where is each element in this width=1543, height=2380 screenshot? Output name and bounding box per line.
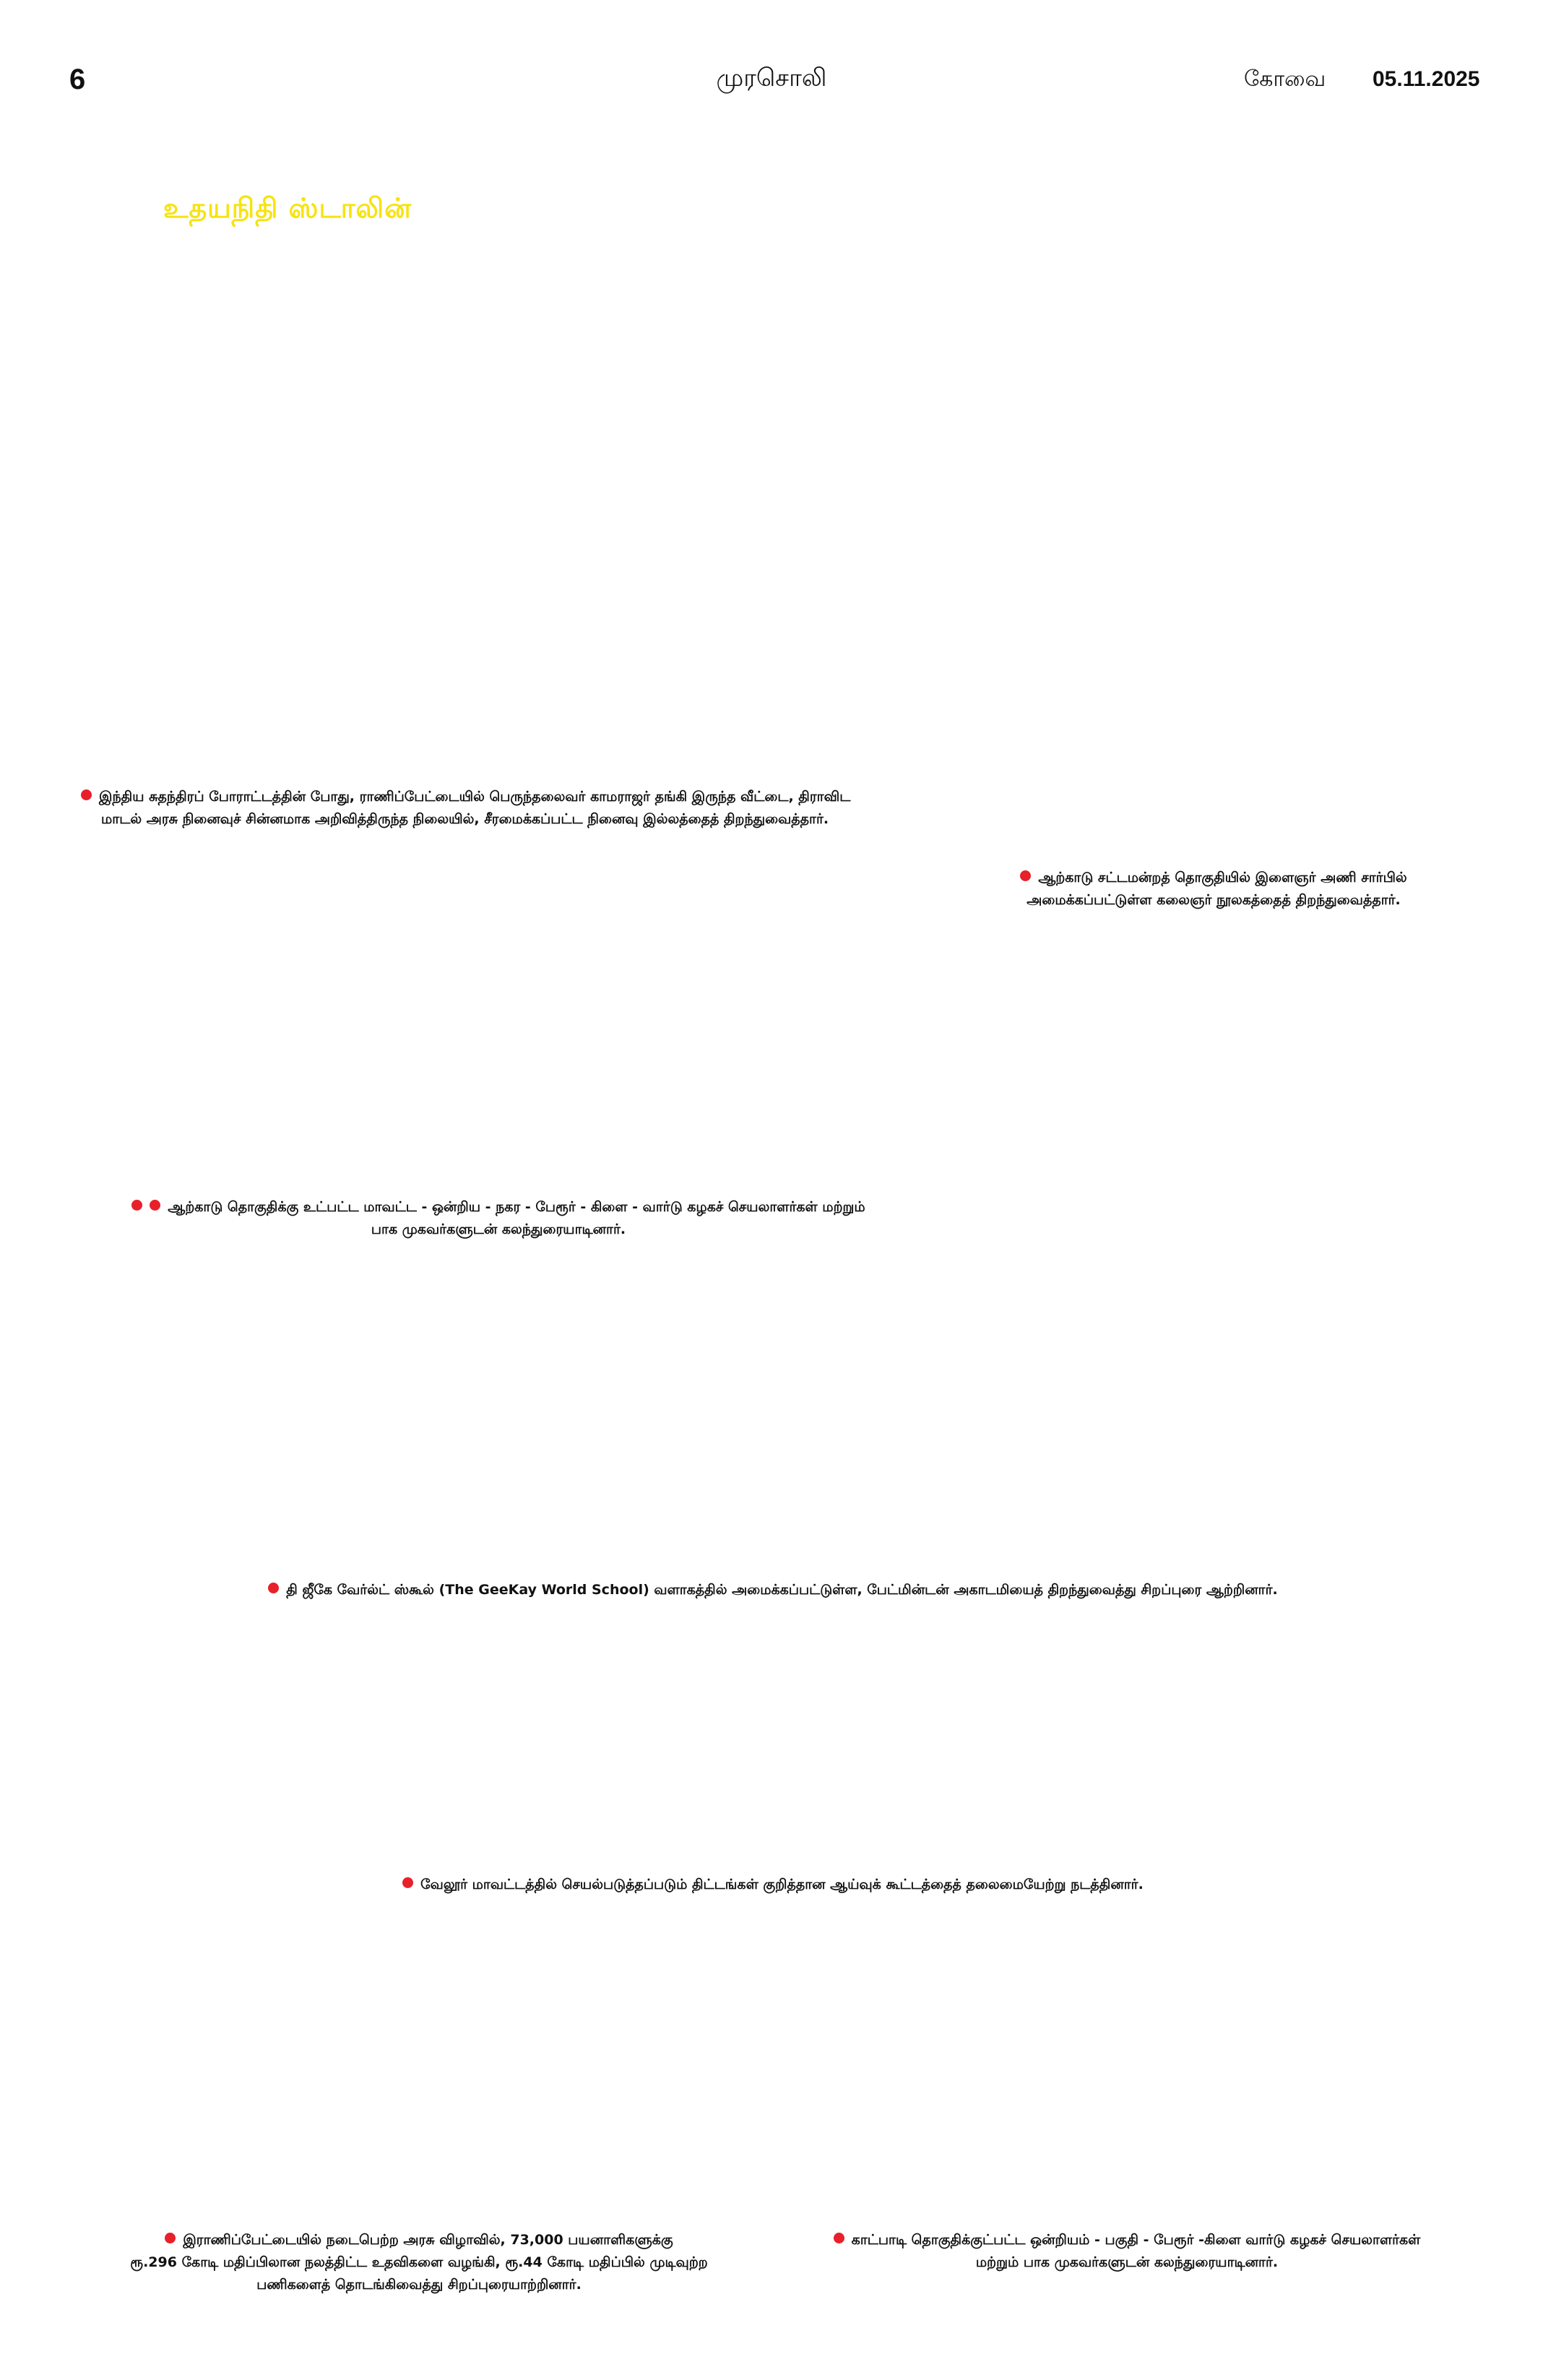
caption-line: அமைக்கப்பட்டுள்ள கலைஞர் நூலகத்தைத் திறந்துவைத்தார். bbox=[1026, 892, 1401, 908]
edition-name: கோவை bbox=[1244, 66, 1326, 92]
photo-caption-katpadi-party-meeting bbox=[795, 2229, 1459, 2274]
caption-line bbox=[81, 786, 912, 808]
photo-caption-badminton-academy bbox=[217, 1579, 1329, 1601]
red-bullet-icon bbox=[402, 1877, 413, 1888]
caption-text: ஆற்காடு தொகுதிக்கு உட்பட்ட மாவட்ட - ஒன்றிய - நகர - பேரூர் - கிளை - வார்டு கழகச் செயலாளர்கள் மற்றும் bbox=[168, 1199, 865, 1215]
page-number: 6 bbox=[69, 64, 86, 95]
red-bullet-icon bbox=[150, 1200, 160, 1211]
caption-line bbox=[217, 1579, 1329, 1601]
caption-line bbox=[101, 1196, 896, 1219]
red-bullet-icon bbox=[834, 2233, 844, 2243]
issue-date: 05.11.2025 bbox=[1373, 67, 1480, 91]
red-bullet-icon bbox=[165, 2233, 176, 2243]
caption-text: தி ஜீகே வேர்ல்ட் ஸ்கூல் (The GeeKay World School) வளாகத்தில் அமைக்கப்பட்டுள்ள, பேட்மின்டன் அகாடமியைத் திறந்துவைத்து சிறப்புரை ஆற்றினார். bbox=[286, 1582, 1278, 1598]
red-bullet-icon bbox=[131, 1200, 142, 1211]
caption-line bbox=[997, 867, 1430, 889]
photo-caption-arcot-party-meeting bbox=[101, 1196, 896, 1241]
caption-text: இந்திய சுதந்திரப் போராட்டத்தின் போது, ராணிப்பேட்டையில் பெருந்தலைவர் காமராஜர் தங்கி இருந்த வீட்டை, திராவிட bbox=[99, 789, 851, 805]
caption-line: ரூ.296 கோடி மதிப்பிலான நலத்திட்ட உதவிகளை வழங்கி, ரூ.44 கோடி மதிப்பில் முடிவுற்ற bbox=[130, 2254, 708, 2270]
photo-caption-kalaignar-library bbox=[997, 867, 1430, 912]
caption-line: மாடல் அரசு நினைவுச் சின்னமாக அறிவித்திருந்த நிலையில், சீரமைக்கப்பட்ட நினைவு இல்லத்தைத் திறந்துவைத்தார். bbox=[101, 811, 829, 827]
caption-line: மற்றும் பாக முகவர்களுடன் கலந்துரையாடினார். bbox=[975, 2254, 1279, 2270]
caption-text: காட்பாடி தொகுதிக்குட்பட்ட ஒன்றியம் - பகுதி - பேரூர் -கிளை வார்டு கழகச் செயலாளர்கள் bbox=[851, 2232, 1421, 2248]
caption-line: பணிகளைத் தொடங்கிவைத்து சிறப்புரையாற்றினார். bbox=[256, 2277, 582, 2293]
red-bullet-icon bbox=[81, 789, 92, 800]
masthead: முரசொலி bbox=[716, 64, 827, 92]
caption-text: இராணிப்பேட்டையில் நடைபெற்ற அரசு விழாவில், 73,000 பயனாளிகளுக்கு bbox=[183, 2232, 673, 2248]
caption-line bbox=[795, 2229, 1459, 2251]
caption-line: பாக முகவர்களுடன் கலந்துரையாடினார். bbox=[371, 1221, 626, 1237]
photo-caption-ranipet-welfare-event bbox=[87, 2229, 751, 2296]
photo-caption-kamarajar-memorial bbox=[81, 786, 912, 831]
caption-text: ஆற்காடு சட்டமன்றத் தொகுதியில் இளைஞர் அணி சார்பில் bbox=[1038, 870, 1407, 886]
red-bullet-icon bbox=[268, 1583, 279, 1593]
caption-line bbox=[332, 1874, 1214, 1896]
caption-line bbox=[87, 2229, 751, 2251]
page-title: உதயநிதி ஸ்டாலின் bbox=[163, 192, 412, 224]
caption-text: வேலூர் மாவட்டத்தில் செயல்படுத்தப்படும் திட்டங்கள் குறித்தான ஆய்வுக் கூட்டத்தைத் தலைமையேற்று நடத்தினார். bbox=[420, 1877, 1144, 1892]
red-bullet-icon bbox=[1020, 870, 1031, 881]
photo-caption-vellore-review-meeting bbox=[332, 1874, 1214, 1896]
